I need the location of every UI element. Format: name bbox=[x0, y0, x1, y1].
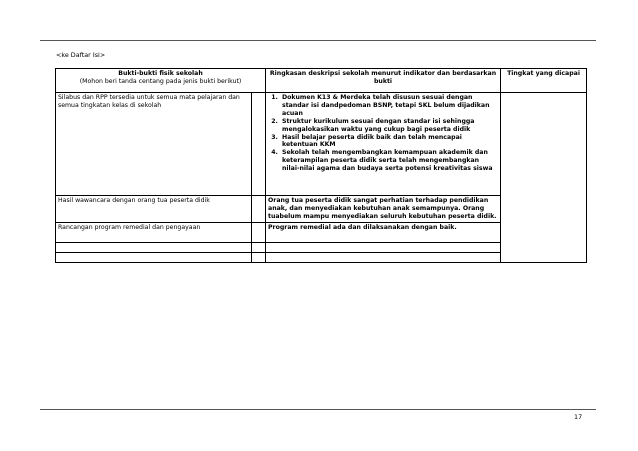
table-header-row bbox=[56, 69, 587, 93]
evidence-column-header bbox=[56, 69, 266, 93]
checkbox-cell[interactable] bbox=[252, 222, 266, 242]
list-item: 4. Sekolah telah mengembangkan kemampuan akademik dan keterampilan peserta didik serta telah mengembangkan nilai-nilai agama dan budaya serta potensi kreativitas siswa bbox=[280, 149, 498, 173]
evidence-cell[interactable] bbox=[56, 242, 252, 252]
summary-cell: Orang tua peserta didik sangat perhatian terhadap pendidikan anak, dan menyediakan kebutuhan anak semampunya. Orang tuabelum mampu menyediakan seluruh kebutuhan peserta didik. bbox=[266, 196, 501, 223]
list-item: 1. Dokumen K13 & Merdeka telah disusun sesuai dengan standar isi dandpedoman BSNP, tetapi SKL belum dijadikan acuan bbox=[280, 94, 498, 118]
checkbox-cell[interactable] bbox=[252, 242, 266, 252]
level-cell[interactable] bbox=[501, 93, 587, 263]
summary-cell: Program remedial ada dan dilaksanakan dengan baik. bbox=[266, 222, 501, 242]
evidence-cell: Rancangan program remedial dan pengayaan bbox=[56, 222, 252, 242]
checkbox-cell[interactable] bbox=[252, 93, 266, 196]
evidence-table bbox=[55, 68, 587, 263]
level-column-header: Tingkat yang dicapai bbox=[501, 69, 587, 93]
summary-column-header: Ringkasan deskripsi sekolah menurut indikator dan berdasarkan bukti bbox=[266, 69, 501, 93]
table-row bbox=[56, 93, 587, 196]
page-number: 17 bbox=[574, 413, 583, 421]
summary-cell[interactable] bbox=[266, 242, 501, 252]
list-item: 3. Hasil belajar peserta didik baik dan telah mencapai ketentuan KKM bbox=[280, 134, 498, 150]
checkbox-cell[interactable] bbox=[252, 252, 266, 262]
summary-cell bbox=[266, 93, 501, 196]
list-item: 2. Struktur kurikulum sesuai dengan standar isi sehingga mengalokasikan waktu yang cukup bagi peserta didik bbox=[280, 118, 498, 134]
checkbox-cell[interactable] bbox=[252, 196, 266, 223]
evidence-column-title: Bukti-bukti fisik sekolah bbox=[118, 70, 203, 77]
evidence-column-note: (Mohon beri tanda centang pada jenis bukti berikut) bbox=[79, 77, 242, 85]
evidence-cell[interactable] bbox=[56, 252, 252, 262]
summary-cell[interactable] bbox=[266, 252, 501, 262]
summary-list bbox=[268, 94, 498, 173]
evidence-cell: Silabus dan RPP tersedia untuk semua mata pelajaran dan semua tingkatan kelas di sekolah bbox=[56, 93, 252, 196]
back-to-toc-link[interactable]: <ke Daftar Isi> bbox=[56, 51, 106, 59]
evidence-cell: Hasil wawancara dengan orang tua peserta didik bbox=[56, 196, 252, 223]
bottom-divider bbox=[40, 409, 596, 410]
top-divider bbox=[40, 40, 596, 41]
